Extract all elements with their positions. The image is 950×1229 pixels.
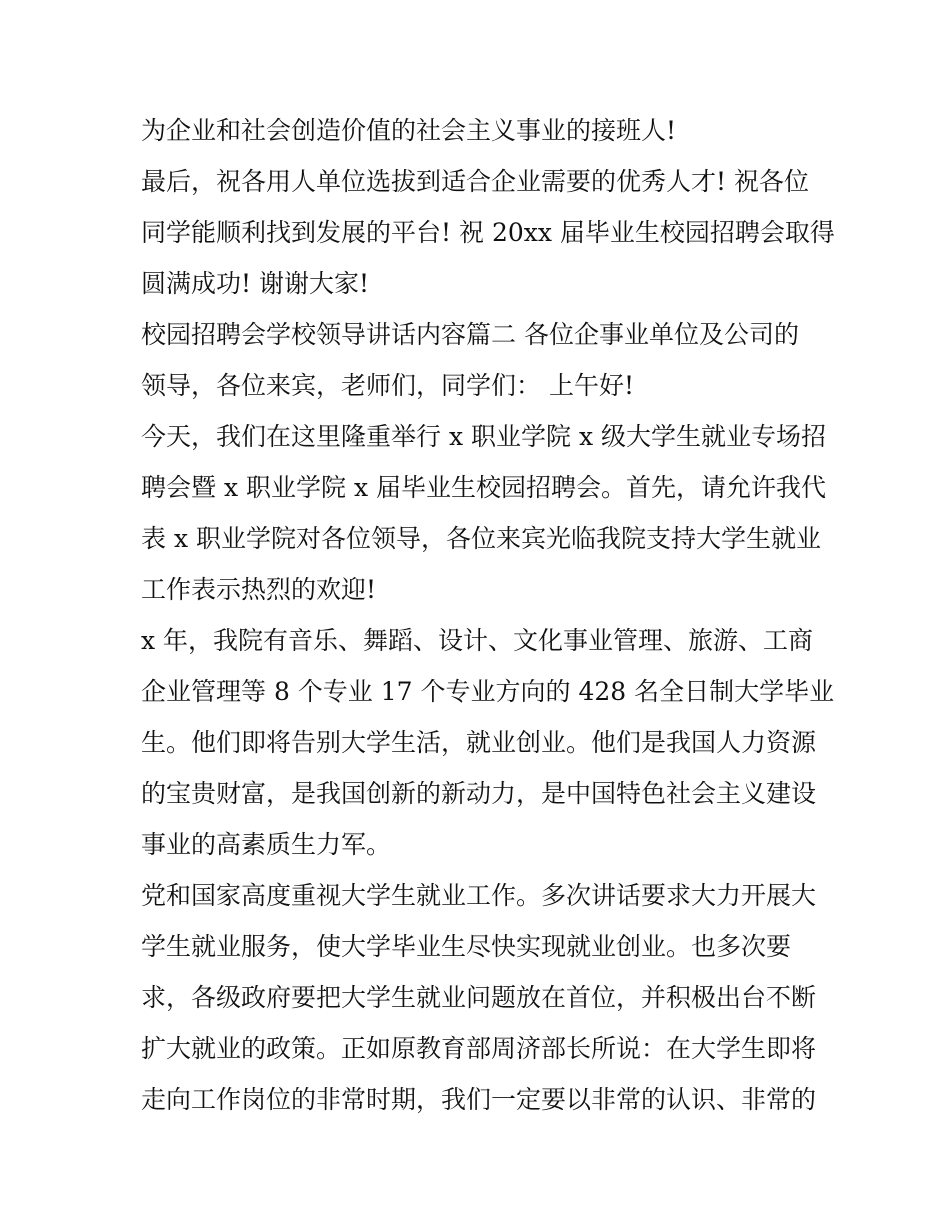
- text-line: 生。他们即将告别大学生活，就业创业。他们是我国人力资源: [141, 728, 817, 757]
- text-line: 企业管理等 8 个专业 17 个专业方向的 428 名全日制大学毕业: [141, 677, 835, 706]
- document-body: [141, 105, 835, 1125]
- text-line: 求，各级政府要把大学生就业问题放在首位，并积极出台不断: [141, 983, 817, 1012]
- text-line: 表 x 职业学院对各位领导，各位来宾光临我院支持大学生就业: [141, 524, 821, 553]
- text-line: 工作表示热烈的欢迎!: [141, 575, 377, 604]
- text-line: 最后，祝各用人单位选拔到适合企业需要的优秀人才! 祝各位: [141, 167, 809, 196]
- text-line: 事业的高素质生力军。: [141, 830, 392, 859]
- text-line: 同学能顺利找到发展的平台! 祝 20xx 届毕业生校园招聘会取得: [141, 218, 835, 247]
- text-line: 党和国家高度重视大学生就业工作。多次讲话要求大力开展大: [141, 881, 817, 910]
- text-line: 圆满成功! 谢谢大家!: [141, 269, 370, 298]
- text-line: 走向工作岗位的非常时期，我们一定要以非常的认识、非常的: [141, 1085, 817, 1114]
- text-line: 学生就业服务，使大学毕业生尽快实现就业创业。也多次要: [141, 932, 792, 961]
- text-line: 的宝贵财富，是我国创新的新动力，是中国特色社会主义建设: [141, 779, 817, 808]
- text-line: 领导，各位来宾，老师们，同学们： 上午好!: [141, 371, 634, 400]
- text-line: 校园招聘会学校领导讲话内容篇二 各位企事业单位及公司的: [141, 320, 799, 349]
- text-line: x 年，我院有音乐、舞蹈、设计、文化事业管理、旅游、工商: [141, 626, 814, 655]
- text-line: 聘会暨 x 职业学院 x 届毕业生校园招聘会。首先，请允许我代: [141, 473, 826, 502]
- text-line: 今天，我们在这里隆重举行 x 职业学院 x 级大学生就业专场招: [141, 422, 826, 451]
- text-line: 扩大就业的政策。正如原教育部周济部长所说：在大学生即将: [141, 1034, 817, 1063]
- text-line: 为企业和社会创造价值的社会主义事业的接班人!: [141, 116, 677, 145]
